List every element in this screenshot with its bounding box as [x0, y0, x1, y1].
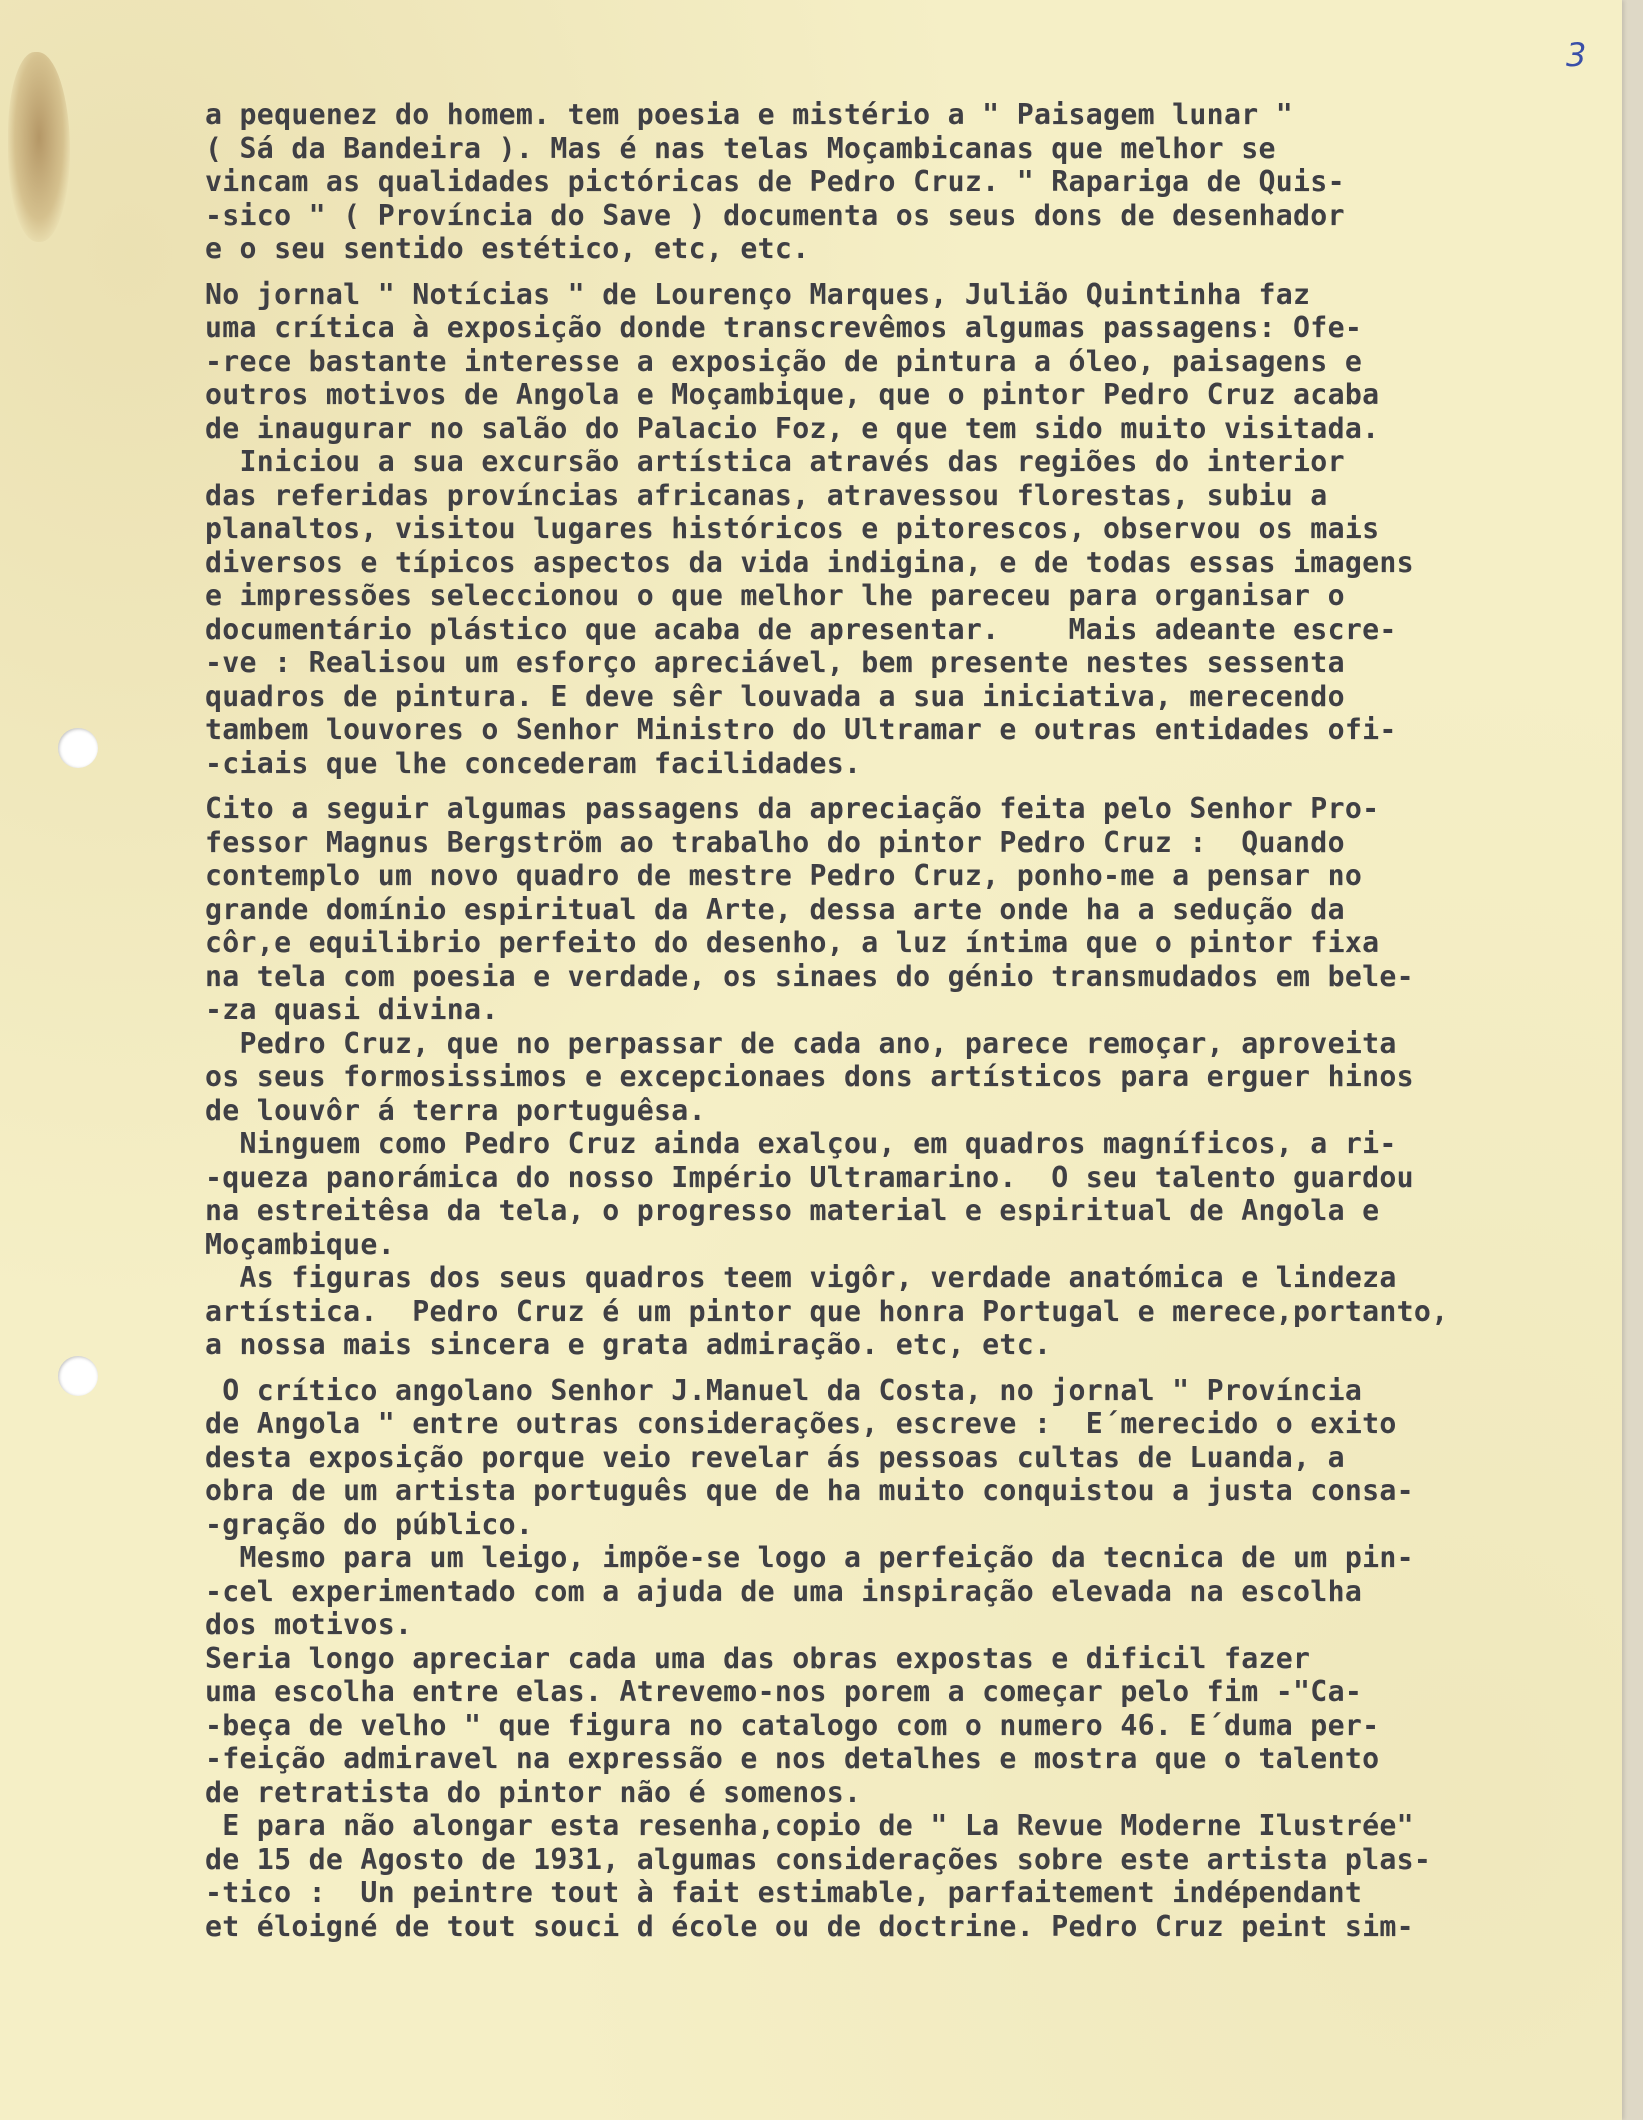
text-line: Seria longo apreciar cada uma das obras expostas e dificil fazer [205, 1641, 1311, 1675]
text-line: -ve : Realisou um esforço apreciável, bem presente nestes sessenta [205, 646, 1345, 679]
paragraph-4 [205, 1374, 1615, 1944]
text-line: -feição admiravel na expressão e nos detalhes e mostra que o talento [205, 1742, 1380, 1775]
text-line: grande domínio espiritual da Arte, dessa arte onde ha a sedução da [205, 892, 1345, 926]
text-line: Mesmo para um leigo, impõe-se logo a perfeição da tecnica de um pin- [205, 1541, 1414, 1574]
text-line: de inaugurar no salão do Palacio Foz, e que tem sido muito visitada. [205, 411, 1380, 445]
text-line: uma crítica à exposição donde transcrevêmos algumas passagens: Ofe- [205, 311, 1363, 344]
text-line: os seus formosissimos e excepcionaes dons artísticos para erguer hinos [205, 1060, 1414, 1093]
text-line: contemplo um novo quadro de mestre Pedro Cruz, ponho-me a pensar no [205, 859, 1363, 892]
text-line: -sico " ( Província do Save ) documenta os seus dons de desenhador [205, 198, 1345, 232]
text-line: et éloigné de tout souci d école ou de doctrine. Pedro Cruz peint sim- [205, 1909, 1414, 1943]
tape-stain [8, 52, 70, 242]
text-line: diversos e típicos aspectos da vida indigina, e de todas essas imagens [205, 545, 1414, 579]
text-line: desta exposição porque veio revelar ás pessoas cultas de Luanda, a [205, 1440, 1345, 1474]
text-line: As figuras dos seus quadros teem vigôr, verdade anatómica e lindeza [205, 1261, 1397, 1294]
text-line: O crítico angolano Senhor J.Manuel da Costa, no jornal " Província [205, 1373, 1363, 1407]
text-line: Pedro Cruz, que no perpassar de cada ano, parece remoçar, aproveita [205, 1026, 1397, 1060]
text-line: -za quasi divina. [205, 993, 499, 1026]
text-line: -tico : Un peintre tout à fait estimable, parfaitement indépendant [205, 1876, 1363, 1909]
text-line: Cito a seguir algumas passagens da apreciação feita pelo Senhor Pro- [205, 792, 1380, 825]
text-line: e o seu sentido estético, etc, etc. [205, 232, 810, 265]
text-line: ( Sá da Bandeira ). Mas é nas telas Moçambicanas que melhor se [205, 131, 1276, 165]
text-line: Ninguem como Pedro Cruz ainda exalçou, em quadros magníficos, a ri- [205, 1127, 1397, 1160]
text-line: -beça de velho " que figura no catalogo com o numero 46. E´duma per- [205, 1708, 1380, 1742]
text-line: tambem louvores o Senhor Ministro do Ultramar e outras entidades ofi- [205, 713, 1397, 746]
text-line: No jornal " Notícias " de Lourenço Marques, Julião Quintinha faz [205, 277, 1311, 311]
text-line: na tela com poesia e verdade, os sinaes do génio transmudados em bele- [205, 959, 1414, 993]
paragraph-2 [205, 278, 1615, 781]
text-line: de louvôr á terra portuguêsa. [205, 1093, 706, 1127]
text-line: outros motivos de Angola e Moçambique, que o pintor Pedro Cruz acaba [205, 378, 1380, 411]
text-line: de 15 de Agosto de 1931, algumas considerações sobre este artista plas- [205, 1842, 1432, 1876]
text-line: documentário plástico que acaba de apresentar. Mais adeante escre- [205, 612, 1397, 646]
text-line: -rece bastante interesse a exposição de pintura a óleo, paisagens e [205, 344, 1363, 378]
text-line: dos motivos. [205, 1608, 413, 1641]
text-line: artística. Pedro Cruz é um pintor que honra Portugal e merece,portanto, [205, 1294, 1449, 1328]
page-number: 3 [1566, 36, 1587, 74]
text-line: fessor Magnus Bergström ao trabalho do pintor Pedro Cruz : Quando [205, 825, 1345, 859]
text-line: -gração do público. [205, 1507, 534, 1541]
text-line: vincam as qualidades pictóricas de Pedro Cruz. " Rapariga de Quis- [205, 165, 1345, 198]
text-line: a pequenez do homem. tem poesia e mistério a " Paisagem lunar " [205, 98, 1294, 131]
paragraph-1 [205, 98, 1615, 266]
text-line: das referidas províncias africanas, atravessou florestas, subiu a [205, 478, 1328, 512]
text-line: na estreitêsa da tela, o progresso material e espiritual de Angola e [205, 1194, 1380, 1227]
text-line: obra de um artista português que de ha muito conquistou a justa consa- [205, 1474, 1414, 1507]
punch-hole-top [58, 728, 98, 768]
typed-body [205, 98, 1615, 1943]
text-line: de retratista do pintor não é somenos. [205, 1775, 862, 1809]
text-line: Moçambique. [205, 1227, 395, 1261]
text-line: côr,e equilibrio perfeito do desenho, a luz íntima que o pintor fixa [205, 926, 1380, 959]
text-line: e impressões seleccionou o que melhor lhe pareceu para organisar o [205, 579, 1345, 612]
paragraph-3 [205, 792, 1615, 1362]
text-line: -ciais que lhe concederam facilidades. [205, 746, 862, 780]
text-line: de Angola " entre outras considerações, escreve : E´merecido o exito [205, 1407, 1397, 1440]
punch-hole-bottom [58, 1356, 98, 1396]
text-line: a nossa mais sincera e grata admiração. etc, etc. [205, 1328, 1052, 1361]
text-line: uma escolha entre elas. Atrevemo-nos porem a começar pelo fim -"Ca- [205, 1675, 1363, 1708]
text-line: -cel experimentado com a ajuda de uma inspiração elevada na escolha [205, 1574, 1363, 1608]
text-line: planaltos, visitou lugares históricos e pitorescos, observou os mais [205, 512, 1380, 545]
text-line: E para não alongar esta resenha,copio de " La Revue Moderne Ilustrée" [205, 1809, 1414, 1842]
text-line: Iniciou a sua excursão artística através das regiões do interior [205, 445, 1345, 478]
text-line: -queza panorámica do nosso Império Ultramarino. O seu talento guardou [205, 1160, 1414, 1194]
text-line: quadros de pintura. E deve sêr louvada a sua iniciativa, merecendo [205, 679, 1345, 713]
